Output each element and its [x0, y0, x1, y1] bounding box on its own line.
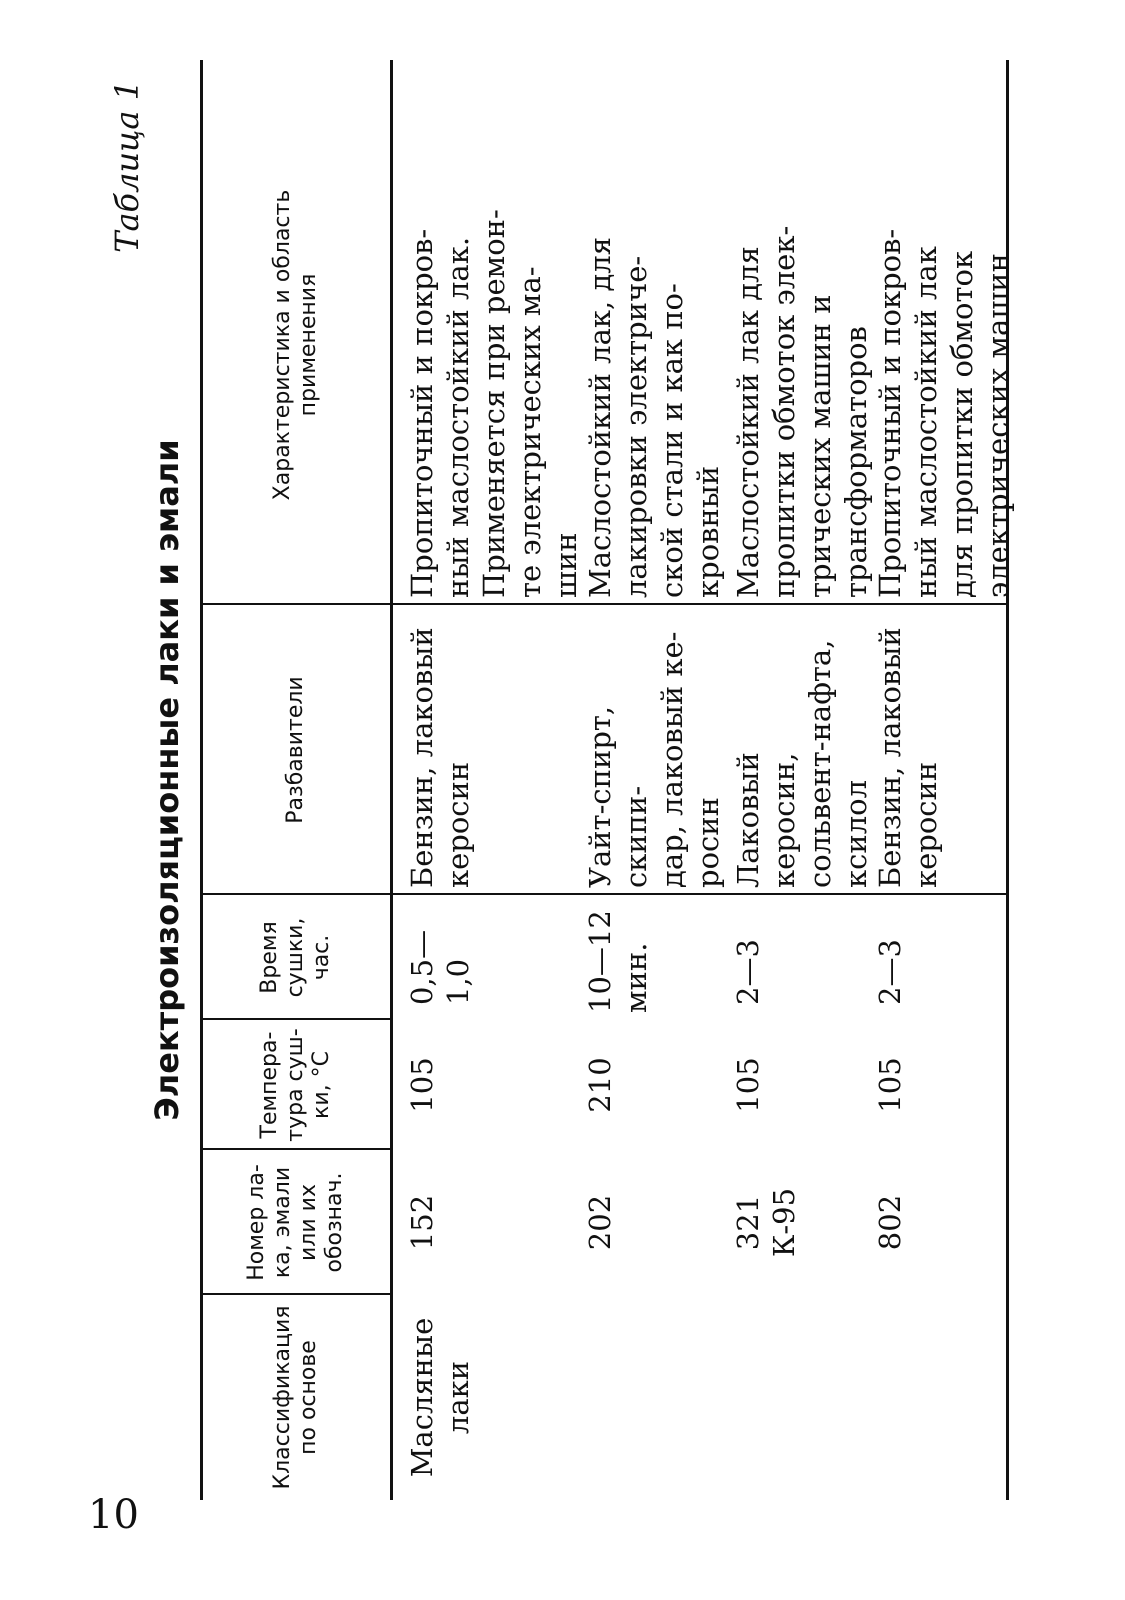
header-classification: Классификация по основе	[270, 1305, 321, 1490]
group-label: Масляные лаки	[405, 1317, 475, 1478]
row-4-description: Пропиточный и покров- ный маслостойкий лак для пропитки обмоток электрических машин	[873, 228, 1015, 598]
row-3-solvents: Лаковый керосин, сольвент-нафта, ксилол	[731, 639, 873, 888]
header-drying-time: Время сушки, час.	[257, 917, 334, 998]
row-3-time: 2—3	[731, 939, 765, 1005]
row-2-temperature: 210	[583, 1057, 617, 1113]
row-1-time: 0,5— 1,0	[405, 929, 475, 1005]
row-2-solvents: Уайт-спирт, скипи- дар, лаковый ке- росин	[583, 631, 725, 888]
table-top-rule	[200, 60, 203, 1500]
row-4-number: 802	[873, 1194, 907, 1251]
header-bottom-rule	[390, 60, 393, 1500]
row-2-number: 202	[583, 1194, 617, 1251]
row-3-temperature: 105	[731, 1057, 765, 1113]
page-number: 10	[88, 1492, 139, 1538]
row-1-temperature: 105	[405, 1057, 439, 1113]
rotated-page	[100, 60, 1020, 1500]
row-2-description: Маслостойкий лак, для лакировки электриче- ской стали и как по- кровный	[583, 236, 725, 598]
row-4-temperature: 105	[873, 1057, 907, 1113]
row-4-solvents: Бензин, лаковый керосин	[873, 627, 943, 888]
header-temperature: Темпера- тура суш- ки, °С	[257, 1028, 334, 1142]
header-solvents: Разбавители	[283, 676, 309, 824]
table-title: Электроизоляционные лаки и эмали	[148, 439, 186, 1121]
header-number: Номер ла- ка, эмали или их обознач.	[244, 1164, 347, 1281]
row-3-description: Маслостойкий лак для пропитки обмоток элек- трических машин и трансформаторов	[731, 225, 873, 598]
row-3-number: 321 К-95	[731, 1187, 801, 1258]
varnish-table	[200, 60, 1015, 1500]
row-1-description: Пропиточный и покров- ный маслостойкий лак. Применяется при ремон- те электрических ма- шин	[405, 209, 583, 598]
table-label: Таблица 1	[108, 80, 146, 253]
row-1-number: 152	[405, 1194, 439, 1251]
row-2-time: 10—12 мин.	[583, 910, 653, 1013]
row-4-time: 2—3	[873, 939, 907, 1005]
row-1-solvents: Бензин, лаковый керосин	[405, 627, 475, 888]
header-description: Характеристика и область применения	[270, 189, 321, 501]
